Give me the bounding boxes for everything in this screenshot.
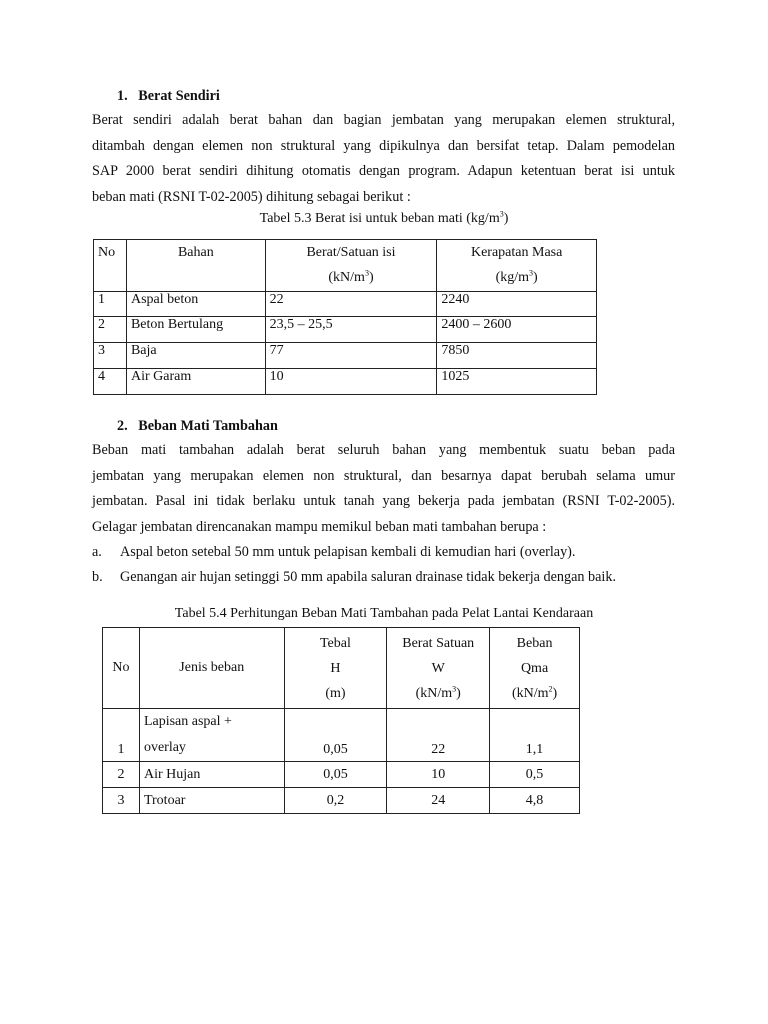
cell-no: 1 [103, 709, 140, 762]
cell-beban: 1,1 [490, 709, 580, 762]
table-header-row [103, 628, 580, 709]
paragraph-line: ditambah dengan elemen non struktural yang dipikulnya dan bersifat tetap. Dalam pemodelan [92, 137, 675, 154]
cell-berat: 23,5 – 25,5 [265, 317, 437, 343]
paragraph-line: Berat sendiri adalah berat bahan dan bagian jembatan yang merupakan elemen struktural, [92, 112, 675, 128]
header-beban: Beban Qma $(kN/m^2)$ [490, 628, 580, 709]
section-1-title: Berat Sendiri [138, 88, 220, 104]
header-bahan: Bahan [126, 240, 265, 292]
table-2-caption: Tabel 5.4 Perhitungan Beban Mati Tambahan pada Pelat Lantai Kendaraan [174, 606, 594, 621]
header-jenis-beban: Jenis beban [139, 628, 284, 709]
header-kerapatan: Kerapatan Masa $(kg/m^3)$ [437, 240, 597, 292]
cell-jenis-beban: Air Hujan [139, 762, 284, 788]
paragraph-line: SAP 2000 berat sendiri dihitung otomatis dengan program. Adapun ketentuan berat isi untuk [92, 163, 675, 179]
cell-bahan: Beton Bertulang [126, 317, 265, 343]
cell-no: 3 [94, 343, 127, 369]
cell-jenis-beban: Trotoar [139, 788, 284, 814]
header-tebal: Tebal H (m) [284, 628, 387, 709]
cell-kerapatan: 1025 [437, 369, 597, 395]
cell-berat: 22 [265, 292, 437, 317]
table-row [103, 709, 580, 762]
header-no: No [103, 628, 140, 709]
header-no: No [94, 240, 127, 292]
section-1-paragraph [92, 108, 675, 210]
paragraph-line: jembatan yang merupakan elemen non struktural, dan besarnya dapat berubah selama umur [92, 467, 675, 484]
cell-no: 2 [94, 317, 127, 343]
header-berat-satuan: Berat Satuan W $(kN/m^3)$ [387, 628, 490, 709]
table-row [94, 317, 597, 343]
cell-tebal: 0,2 [284, 788, 387, 814]
list-text: Aspal beton setebal 50 mm untuk pelapisan kembali di kemudian hari (overlay). [120, 544, 576, 560]
table-row [94, 343, 597, 369]
table-row [94, 369, 597, 395]
section-1-number: 1. [117, 88, 128, 104]
list-marker: b. [92, 569, 103, 585]
section-2-paragraph [92, 438, 675, 540]
cell-kerapatan: 7850 [437, 343, 597, 369]
cell-beban: 0,5 [490, 762, 580, 788]
cell-bahan: Air Garam [126, 369, 265, 395]
section-2-number: 2. [117, 418, 128, 434]
table-header-row [94, 240, 597, 292]
cell-tebal: 0,05 [284, 709, 387, 762]
cell-kerapatan: 2240 [437, 292, 597, 317]
cell-berat: 24 [387, 788, 490, 814]
cell-no: 3 [103, 788, 140, 814]
list-marker: a. [92, 544, 102, 560]
cell-kerapatan: 2400 – 2600 [437, 317, 597, 343]
cell-jenis-beban: Lapisan aspal + overlay [139, 709, 284, 762]
section-2-heading [117, 418, 278, 435]
cell-tebal: 0,05 [284, 762, 387, 788]
table-1-caption: Tabel 5.3 Berat isi untuk beban mati $(kg/m^3)$ [259, 209, 509, 226]
cell-bahan: Baja [126, 343, 265, 369]
table-row [103, 762, 580, 788]
cell-no: 2 [103, 762, 140, 788]
section-2-title: Beban Mati Tambahan [138, 418, 278, 434]
table-1 [93, 239, 597, 395]
list-item-b [92, 565, 692, 591]
table-row [94, 292, 597, 317]
cell-bahan: Aspal beton [126, 292, 265, 317]
paragraph-line: Beban mati tambahan adalah berat seluruh bahan yang membentuk suatu beban pada [92, 442, 675, 458]
table-row [103, 788, 580, 814]
section-1-heading [117, 88, 220, 105]
cell-beban: 4,8 [490, 788, 580, 814]
cell-berat: 22 [387, 709, 490, 762]
cell-no: 1 [94, 292, 127, 317]
table-2 [102, 627, 580, 814]
header-berat: Berat/Satuan isi $(kN/m^3)$ [265, 240, 437, 292]
cell-berat: 10 [265, 369, 437, 395]
paragraph-line: jembatan. Pasal ini tidak berlaku untuk tanah yang bekerja pada jembatan (RSNI T-02-2005). [92, 493, 675, 509]
cell-berat: 77 [265, 343, 437, 369]
cell-no: 4 [94, 369, 127, 395]
paragraph-line: Gelagar jembatan direncanakan mampu memikul beban mati tambahan berupa : [92, 518, 547, 535]
list-text: Genangan air hujan setinggi 50 mm apabila saluran drainase tidak bekerja dengan baik. [120, 569, 616, 585]
paragraph-line: beban mati (RSNI T-02-2005) dihitung sebagai berikut : [92, 188, 411, 205]
list-item-a [92, 540, 692, 566]
cell-berat: 10 [387, 762, 490, 788]
